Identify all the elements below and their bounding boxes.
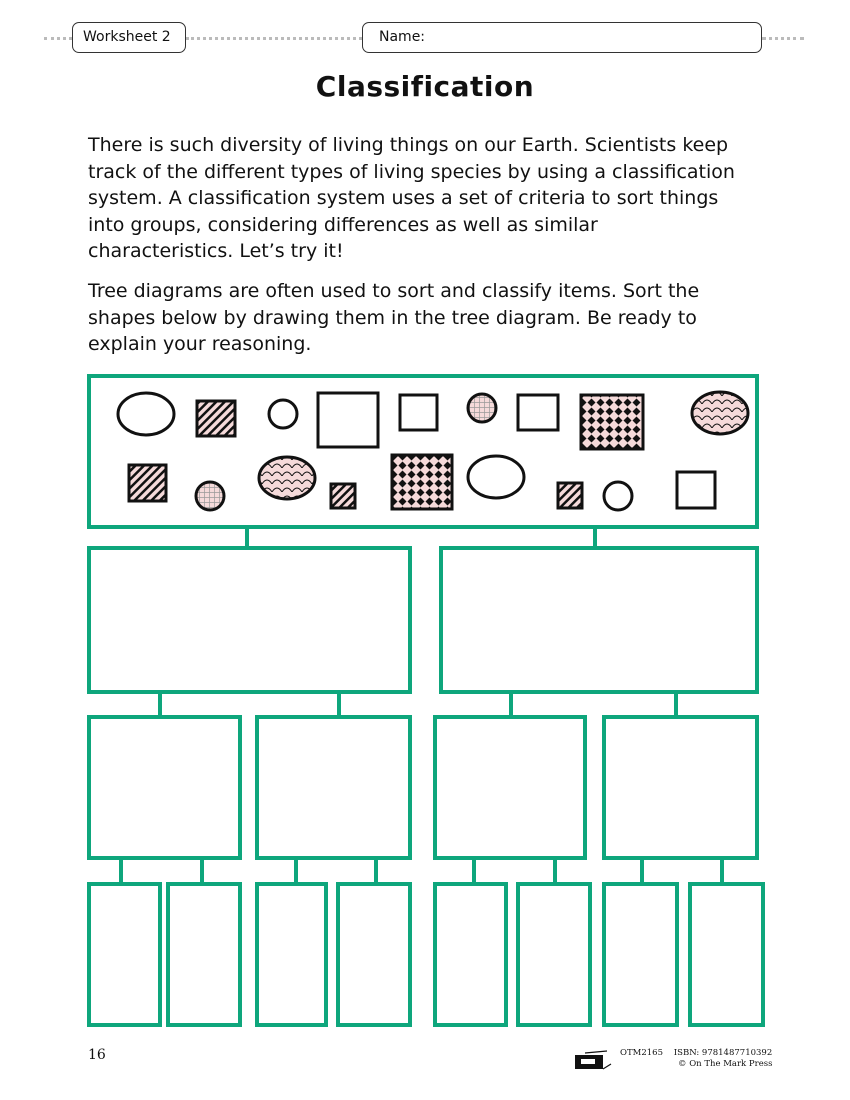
shape-square-striped xyxy=(129,465,166,501)
publisher-logo-icon xyxy=(575,1050,613,1072)
connector xyxy=(553,858,557,884)
shape-square xyxy=(518,395,558,430)
connector xyxy=(720,858,724,884)
shape-circle xyxy=(269,400,297,428)
shape-oval-scaled xyxy=(692,392,748,434)
shape-square xyxy=(677,472,715,508)
shape-square xyxy=(400,395,437,430)
leaf-box[interactable] xyxy=(166,882,242,1027)
shape-square-striped xyxy=(558,483,582,508)
instructions-paragraph: Tree diagrams are often used to sort and classify items. Sort the shapes below by drawing them in the tree diagram. Be ready to explain your reasoning. xyxy=(88,280,700,355)
header-dots-right xyxy=(762,37,804,40)
connector xyxy=(200,858,204,884)
shape-oval-scaled xyxy=(259,457,315,499)
leaf-box[interactable] xyxy=(688,882,765,1027)
header-dots-left xyxy=(44,37,72,40)
shape-square-diamond xyxy=(392,455,452,509)
leaf-box[interactable] xyxy=(87,882,162,1027)
copyright: © On The Mark Press xyxy=(678,1059,773,1069)
name-label: Name: xyxy=(379,29,426,45)
shape-square-diamond xyxy=(581,395,643,449)
connector xyxy=(374,858,378,884)
isbn: ISBN: 9781487710392 xyxy=(673,1048,773,1058)
connector xyxy=(640,858,644,884)
shapes-illustration xyxy=(92,380,752,520)
subcategory-box[interactable] xyxy=(87,715,242,860)
subcategory-box[interactable] xyxy=(255,715,412,860)
leaf-box[interactable] xyxy=(516,882,592,1027)
shape-circle-grid xyxy=(196,482,224,510)
shape-circle-grid xyxy=(468,394,496,422)
connector xyxy=(119,858,123,884)
product-code: OTM2165 xyxy=(620,1048,663,1058)
category-box[interactable] xyxy=(87,546,412,694)
subcategory-box[interactable] xyxy=(602,715,759,860)
shape-square-striped xyxy=(197,401,235,436)
shape-square-striped xyxy=(331,484,355,508)
footer-meta xyxy=(620,1048,772,1070)
leaf-box[interactable] xyxy=(433,882,508,1027)
shape-circle xyxy=(604,482,632,510)
leaf-box[interactable] xyxy=(602,882,679,1027)
leaf-box[interactable] xyxy=(336,882,412,1027)
connector xyxy=(472,858,476,884)
shape-oval xyxy=(118,393,174,435)
name-field[interactable] xyxy=(362,22,762,53)
worksheet-label: Worksheet 2 xyxy=(72,22,186,53)
page-number: 16 xyxy=(88,1047,106,1063)
intro-paragraph: There is such diversity of living things on our Earth. Scientists keep track of the different types of living species by using a classification system. A classification system uses a set of criteria to sort things into groups, considering differences as well as similar characteristics. Let’s try it! xyxy=(88,134,735,262)
subcategory-box[interactable] xyxy=(433,715,587,860)
category-box[interactable] xyxy=(439,546,759,694)
shape-oval xyxy=(468,456,524,498)
header-dots-middle xyxy=(186,37,362,40)
connector xyxy=(294,858,298,884)
shape-square xyxy=(318,393,378,447)
leaf-box[interactable] xyxy=(255,882,328,1027)
page-title: Classification xyxy=(315,70,535,103)
